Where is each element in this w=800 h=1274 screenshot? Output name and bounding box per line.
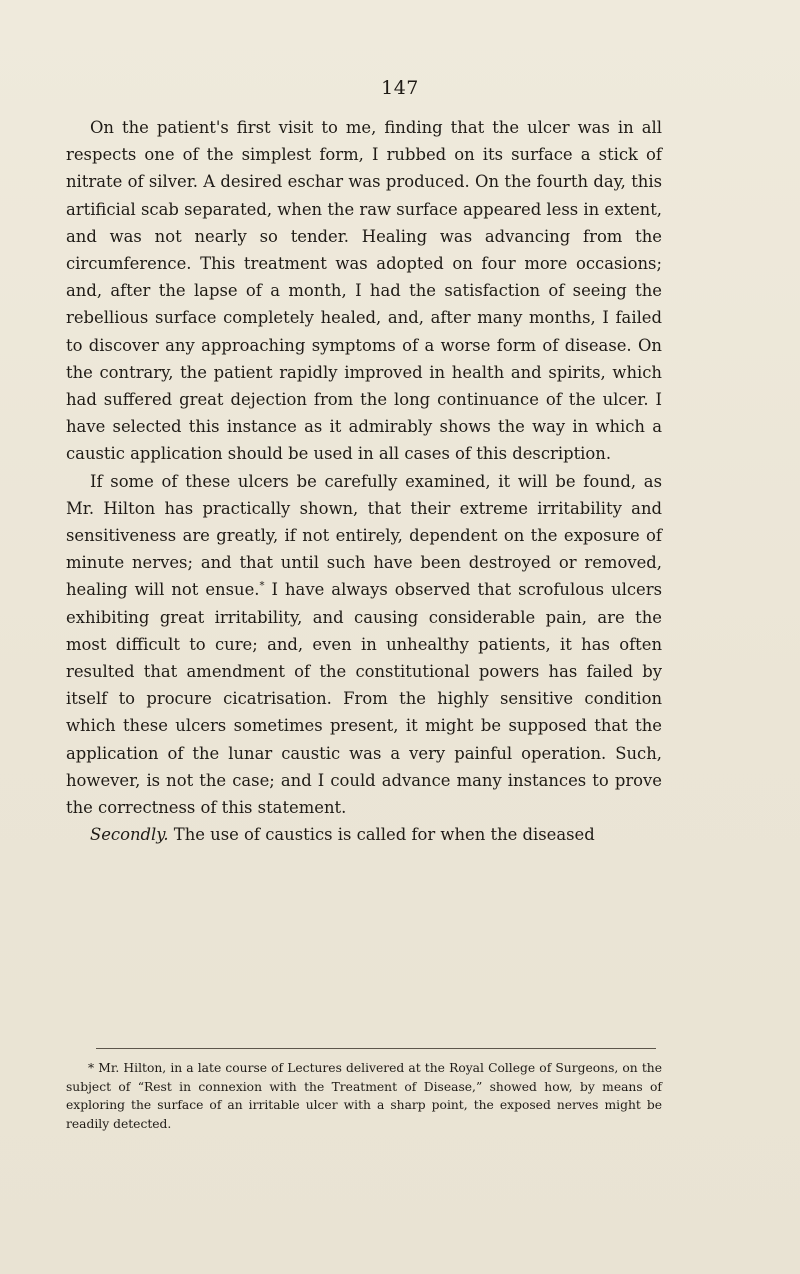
page-number: 147 bbox=[381, 77, 419, 99]
footnote-marker: * bbox=[88, 1061, 95, 1075]
paragraph-1: On the patient's first visit to me, finding that the ulcer was in all respects one of the simplest form, I rubbed on its surface a stick of nitrate of silver. A desired eschar was produced. On the fourth day, this artificial scab separated, when the raw surface appeared less in extent, and was not nearly so tender. Healing was advancing from the circumference. This treatment was adopted on four more occasions; and, after the lapse of a month, I had the satisfaction of seeing the rebellious surface completely healed, and, after many months, I failed to discover any approaching symptoms of a worse form of disease. On the contrary, the patient rapidly improved in health and spirits, which had suffered great dejection from the long continuance of the ulcer. I have selected this instance as it admirably shows the way in which a caustic application should be used in all cases of this description. bbox=[66, 118, 662, 464]
paragraph-2 bbox=[66, 468, 662, 822]
footnote-divider bbox=[96, 1048, 656, 1049]
footnote bbox=[66, 1059, 662, 1133]
footnote-text: Mr. Hilton, in a late course of Lectures delivered at the Royal College of Surgeons, on the subject of “Rest in connexion with the Treatment of Disease,” showed how, by means of exploring the surface of an irritable ulcer with a sharp point, the exposed nerves might be readily detected. bbox=[66, 1061, 662, 1131]
paragraph-2-text-b: I have always observed that scrofulous ulcers exhibiting great irritability, and causing considerable pain, are the most difficult to cure; and, even in unhealthy patients, it has often resulted that amendment of the constitutional powers has failed by itself to procure cicatrisation. From the highly sensitive condition which these ulcers sometimes present, it might be supposed that the application of the lunar caustic was a very painful operation. Such, however, is not the case; and I could advance many instances to prove the correctness of this statement. bbox=[66, 580, 662, 818]
body-text bbox=[66, 114, 662, 848]
paragraph-3 bbox=[66, 821, 662, 848]
paragraph-3-text: The use of caustics is called for when the diseased bbox=[168, 825, 595, 845]
paragraph-3-lead: Secondly. bbox=[90, 825, 169, 845]
paragraph-2-text-a: If some of these ulcers be carefully examined, it will be found, as Mr. Hilton has practically shown, that their extreme irritability and sensitiveness are greatly, if not entirely, dependent on the exposure of minute nerves; and that until such have been destroyed or removed, healing will not ensue. bbox=[66, 471, 662, 600]
footnote-reference[interactable]: * bbox=[259, 580, 265, 592]
footnote-paragraph bbox=[66, 1059, 662, 1133]
